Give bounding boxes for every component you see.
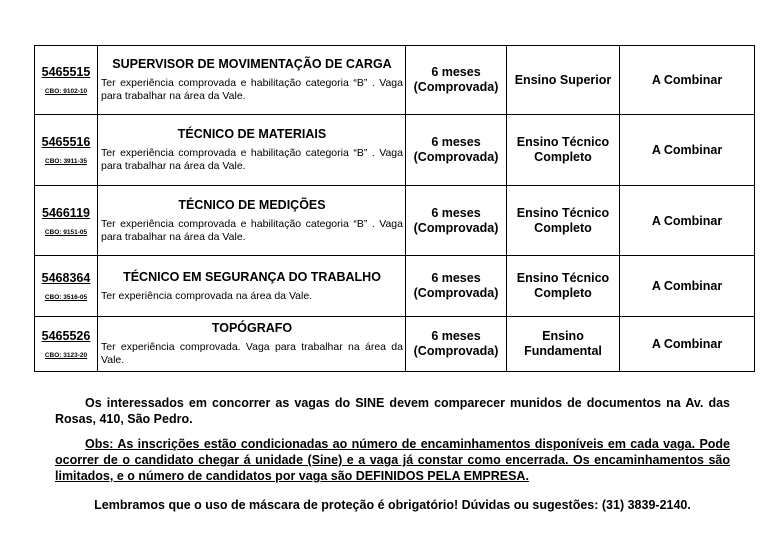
job-cbo: CBO: 3123-20 xyxy=(44,352,88,359)
job-education: Ensino Técnico Completo xyxy=(507,186,620,256)
job-salary: A Combinar xyxy=(620,317,755,372)
job-description-cell xyxy=(98,115,406,186)
job-code-cell xyxy=(35,186,98,256)
job-education: Ensino Técnico Completo xyxy=(507,115,620,186)
job-row xyxy=(35,186,755,256)
job-experience: 6 meses (Comprovada) xyxy=(406,186,507,256)
job-education: Ensino Superior xyxy=(507,46,620,115)
job-title: TOPÓGRAFO xyxy=(211,321,293,335)
job-row xyxy=(35,256,755,317)
job-row xyxy=(35,317,755,372)
job-cbo: CBO: 3516-05 xyxy=(44,294,88,301)
job-row xyxy=(35,46,755,115)
job-experience: 6 meses (Comprovada) xyxy=(406,256,507,317)
job-description-cell xyxy=(98,186,406,256)
job-experience: 6 meses (Comprovada) xyxy=(406,317,507,372)
job-code-cell xyxy=(35,256,98,317)
interest-paragraph: Os interessados em concorrer as vagas do SINE devem comparecer munidos de documentos na Av. das Rosas, 410, São Pedro. xyxy=(55,396,730,426)
job-description: Ter experiência comprovada e habilitação categoria “B” . Vaga para trabalhar na área da Vale. xyxy=(101,147,403,172)
reminder-paragraph: Lembramos que o uso de máscara de proteção é obrigatório! Dúvidas ou sugestões: (31) 3839-2140. xyxy=(94,498,691,512)
job-salary: A Combinar xyxy=(620,115,755,186)
job-salary: A Combinar xyxy=(620,256,755,317)
job-education: Ensino Fundamental xyxy=(507,317,620,372)
job-description: Ter experiência comprovada e habilitação categoria “B” . Vaga para trabalhar na área da Vale. xyxy=(101,77,403,102)
job-title: TÉCNICO DE MATERIAIS xyxy=(177,127,327,141)
job-code-cell xyxy=(35,115,98,186)
job-code-cell xyxy=(35,317,98,372)
job-code: 5466119 xyxy=(42,205,90,220)
job-salary: A Combinar xyxy=(620,46,755,115)
job-description: Ter experiência comprovada na área da Vale. xyxy=(101,289,313,302)
job-experience: 6 meses (Comprovada) xyxy=(406,46,507,115)
job-title: TÉCNICO EM SEGURANÇA DO TRABALHO xyxy=(123,269,381,284)
job-code: 5468364 xyxy=(41,271,91,285)
job-code: 5465516 xyxy=(41,135,91,149)
job-vacancies-table xyxy=(34,45,755,372)
job-salary: A Combinar xyxy=(620,186,755,256)
job-title: SUPERVISOR DE MOVIMENTAÇÃO DE CARGA xyxy=(112,57,392,71)
job-title: TÉCNICO DE MEDIÇÕES xyxy=(178,197,326,212)
job-description: Ter experiência comprovada e habilitação categoria “B” . Vaga para trabalhar na área da Vale. xyxy=(101,217,403,243)
job-cbo: CBO: 9151-05 xyxy=(44,228,88,236)
job-description-cell xyxy=(98,46,406,115)
job-cbo: CBO: 3911-35 xyxy=(45,158,87,165)
job-experience: 6 meses (Comprovada) xyxy=(406,115,507,186)
job-cbo: CBO: 9102-10 xyxy=(44,88,88,95)
observation-paragraph: Obs: As inscrições estão condicionadas ao número de encaminhamentos disponíveis em cada vaga. Pode ocorrer de o candidato chegar á unidade (Sine) e a vaga já constar como encerrada. Os encaminhamentos são limitados, e o número de candidatos por vaga são DEFINIDOS PELA EMPRESA. xyxy=(55,437,730,483)
job-code: 5465526 xyxy=(41,329,91,343)
job-description-cell xyxy=(98,317,406,372)
job-row xyxy=(35,115,755,186)
job-code-cell xyxy=(35,46,98,115)
job-education: Ensino Técnico Completo xyxy=(507,256,620,317)
job-code: 5465515 xyxy=(41,65,91,79)
job-description-cell xyxy=(98,256,406,317)
job-description: Ter experiência comprovada. Vaga para trabalhar na área da Vale. xyxy=(101,341,403,366)
